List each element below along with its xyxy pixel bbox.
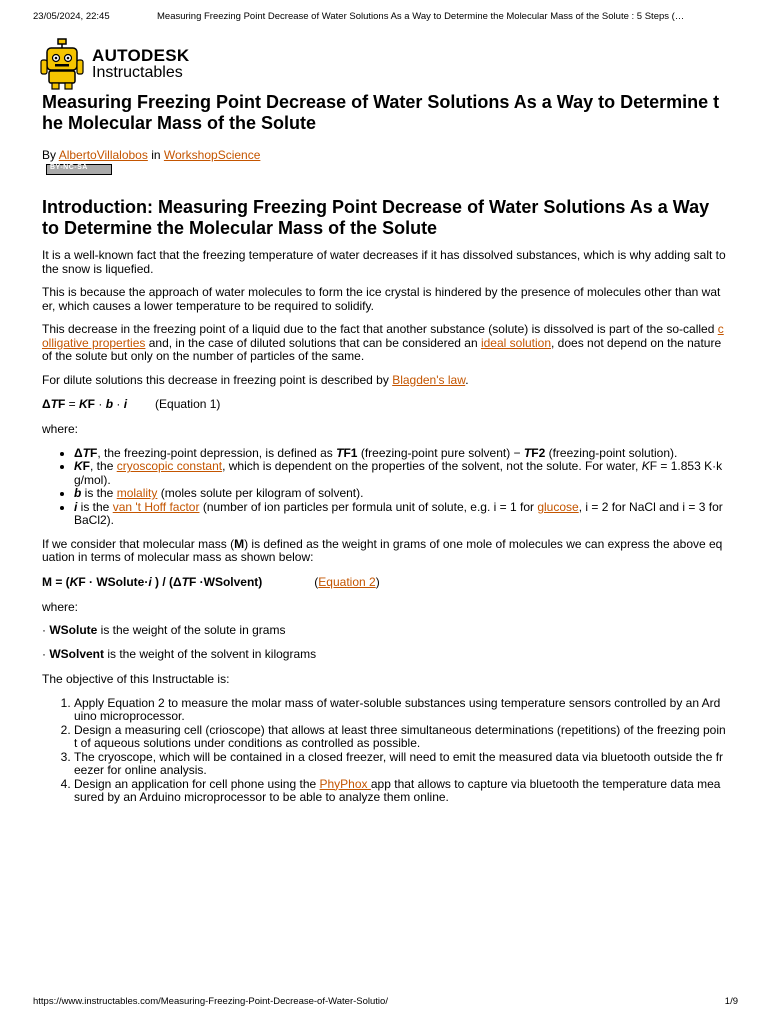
print-header bbox=[33, 11, 738, 22]
phyphox-link[interactable]: PhyPhox bbox=[319, 776, 371, 791]
intro-paragraph-5: If we consider that molecular mass (M) is defined as the weight in grams of one mole of molecules we can express the above equation in terms of molecular mass as shown below: bbox=[42, 536, 723, 564]
print-page-title: Measuring Freezing Point Decrease of Water Solutions As a Way to Determine the Molecular Mass of the Solute : 5 Steps (… bbox=[157, 11, 685, 22]
in-label: in bbox=[151, 148, 161, 162]
instructables-logo[interactable] bbox=[40, 38, 190, 90]
logo-product: Instructables bbox=[92, 63, 183, 81]
wsolvent-definition: · WSolvent is the weight of the solvent in kilograms bbox=[42, 646, 317, 661]
intro-paragraph-1: It is a well-known fact that the freezing temperature of water decreases if it has dissolved substances, which is why adding salt to the snow is liquefied. bbox=[42, 248, 726, 276]
molality-link[interactable]: molality bbox=[116, 486, 158, 500]
list-item: • b is the molality (moles solute per kilogram of solvent). bbox=[74, 487, 726, 501]
equation-1-label: (Equation 1) bbox=[155, 397, 221, 411]
intro-paragraph-4: For dilute solutions this decrease in freezing point is described by Blagden's law. bbox=[42, 372, 469, 387]
ideal-solution-link[interactable]: ideal solution bbox=[480, 335, 552, 350]
print-footer bbox=[33, 996, 738, 1007]
by-label: By bbox=[42, 148, 57, 162]
author-link[interactable]: AlbertoVillalobos bbox=[58, 148, 148, 162]
list-item: • ΔTF, the freezing-point depression, is defined as TF1 (freezing-point pure solvent) − TF2 (freezing-point solution). bbox=[74, 447, 726, 461]
blagden-law-link[interactable]: Blagden's law bbox=[392, 372, 466, 387]
variable-list bbox=[42, 447, 726, 528]
logo-brand: AUTODESK bbox=[92, 45, 190, 65]
equation-1: ΔTF = KF · b · i (Equation 1) bbox=[42, 397, 221, 411]
intro-heading: Introduction: Measuring Freezing Point Decrease of Water Solutions As a Way to Determine the Molecular Mass of the Solute bbox=[42, 197, 710, 238]
wsolute-definition: · WSolute is the weight of the solute in grams bbox=[42, 623, 286, 637]
cryoscopic-constant-link[interactable]: cryoscopic constant bbox=[116, 459, 223, 473]
intro-paragraph-3: This decrease in the freezing point of a liquid due to the fact that another substance (solute) is dissolved is part of the so-called colligative properties and, in the case of diluted solutions that can be considered an ideal solution, does not depend on the nature of the solute but only on the number of particles of the same. bbox=[42, 322, 724, 363]
print-datetime: 23/05/2024, 22:45 bbox=[33, 11, 110, 22]
robot-mascot-icon bbox=[40, 38, 84, 90]
page-url: https://www.instructables.com/Measuring-Freezing-Point-Decrease-of-Water-Solutio/ bbox=[33, 996, 388, 1007]
list-item: • i is the van 't Hoff factor (number of ion particles per formula unit of solute, e.g. i = 1 for glucose, i = 2 for NaCl and i = 3 for BaCl2). bbox=[74, 501, 726, 528]
license-badge[interactable] bbox=[46, 164, 112, 175]
list-item: 3. The cryoscope, which will be contained in a closed freezer, will need to emit the measured data via bluetooth outside the freezer for online analysis. bbox=[74, 751, 726, 778]
category-link[interactable]: WorkshopScience bbox=[163, 148, 261, 162]
byline bbox=[42, 148, 726, 162]
article-title: Measuring Freezing Point Decrease of Water Solutions As a Way to Determine the Molecular Mass of the Solute bbox=[42, 92, 720, 133]
list-item: 4. Design an application for cell phone using the PhyPhox app that allows to capture via bluetooth the temperature data measured by an Arduino microprocessor to be able to analyze them online. bbox=[74, 778, 726, 805]
where-2: where: bbox=[42, 599, 79, 614]
page-number: 1/9 bbox=[724, 996, 738, 1007]
objective-intro: The objective of this Instructable is: bbox=[42, 672, 230, 686]
equation-2-link[interactable]: Equation 2 bbox=[318, 574, 376, 589]
equation-2: M = (KF · WSolute·i ) / (ΔTF ·WSolvent) (Equation 2) bbox=[42, 574, 380, 589]
colligative-properties-link[interactable]: colligative properties bbox=[42, 322, 724, 350]
list-item: • KF, the cryoscopic constant, which is dependent on the properties of the solvent, not the solute. For water, KF = 1.853 K·kg/mol). bbox=[74, 460, 726, 487]
where-1: where: bbox=[42, 422, 79, 436]
objective-list bbox=[42, 697, 726, 805]
list-item: 2. Design a measuring cell (crioscope) that allows at least three simultaneous determinations (repetitions) of the freezing point of aqueous solutions under conditions as controlled as possible. bbox=[74, 724, 726, 751]
license-text: BY-NC-SA bbox=[50, 164, 88, 171]
article-content bbox=[42, 92, 726, 815]
intro-paragraph-2: This is because the approach of water molecules to form the ice crystal is hindered by the presence of molecules other than water, which causes a lower temperature to be required to solidify. bbox=[42, 285, 721, 313]
list-item: 1. Apply Equation 2 to measure the molar mass of water-soluble substances using temperature sensors controlled by an Arduino microprocessor. bbox=[74, 697, 726, 724]
glucose-link[interactable]: glucose bbox=[537, 499, 579, 514]
vant-hoff-factor-link[interactable]: van 't Hoff factor bbox=[112, 499, 200, 514]
